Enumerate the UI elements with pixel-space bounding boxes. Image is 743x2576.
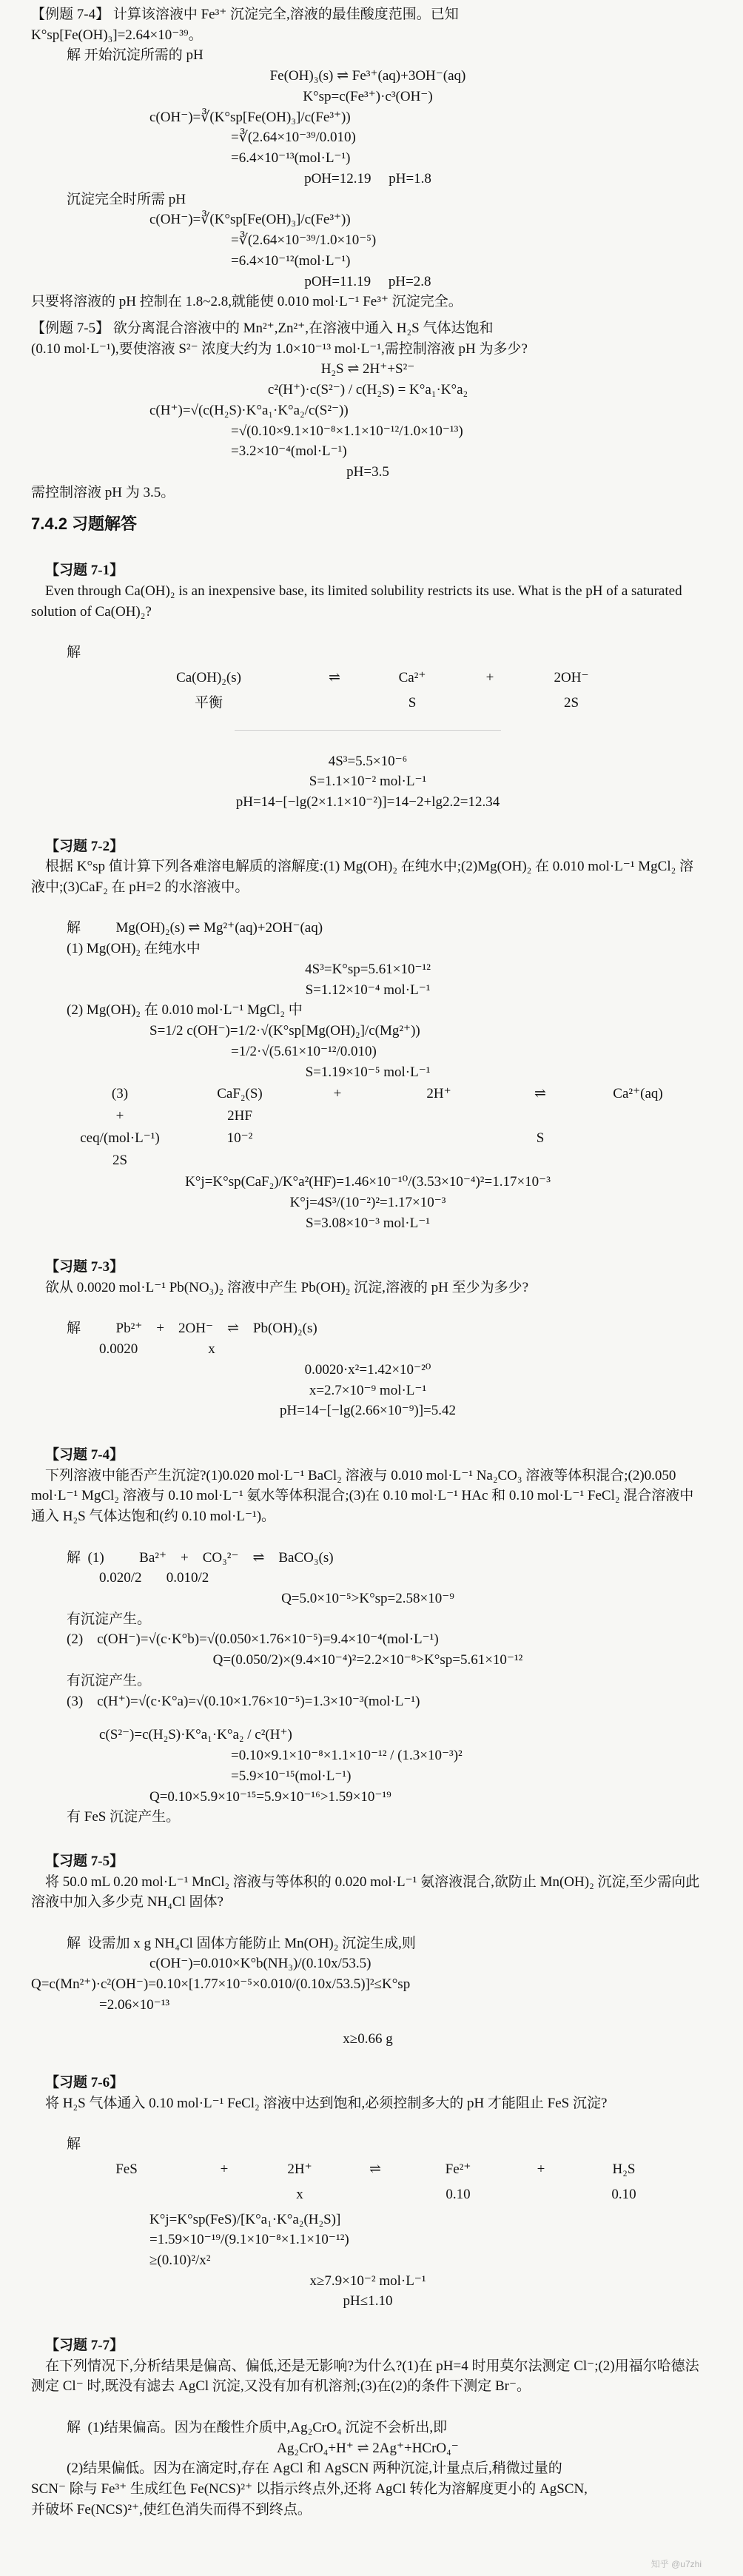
problem-7-1-text — [31, 540, 705, 643]
p74-line-4: 有沉淀产生。 — [67, 1611, 152, 1627]
fes-0: FeS — [115, 2161, 138, 2178]
p72-line-2: (1) Mg(OH)₂ 在纯水中 — [67, 941, 201, 957]
p77-line-4: SCN⁻ 除与 Fe³⁺ 生成红色 Fe(NCS)²⁺ 以指示终点外,还将 AgCl 转化为溶解度更小的 AgSCN, — [31, 2481, 588, 2498]
fe-c-oh-complete-3: =6.4×10⁻¹²(mol·L⁻¹) — [231, 252, 351, 269]
p74-line-1: 解 (1) Ba²⁺ + CO₃²⁻ ⇌ BaCO₃(s) — [67, 1549, 334, 1566]
problem-7-1-head: 【习题 7-1】 — [45, 563, 124, 579]
balance-2s: 2S — [563, 694, 579, 711]
p71-line-1: 4S³=5.5×10⁻⁶ — [328, 753, 408, 769]
fes-4: Fe²⁺ — [445, 2161, 471, 2178]
fe-ksp-expression: K°sp=c(Fe³⁺)·c³(OH⁻) — [303, 88, 433, 104]
p76-line-3: =1.59×10⁻¹⁹/(9.1×10⁻⁸×1.1×10⁻¹²) — [149, 2232, 349, 2248]
fes-bal-2: x — [296, 2186, 303, 2202]
problem-7-1-question: Even through Ca(OH)₂ is an inexpensive base, its limited solubility restricts its use. What is the pH of a saturated solution of Ca(OH)₂? — [31, 583, 686, 620]
caf2-row1-4: ⇌ — [534, 1086, 546, 1102]
ph-result-example-5: pH=3.5 — [346, 464, 389, 480]
p73-line-5: pH=14−[−lg(2.66×10⁻⁹)]=5.42 — [279, 1403, 457, 1419]
complete-precipitation-label: 沉淀完全时所需 pH — [67, 191, 186, 207]
caoh2-species: Ca(OH)₂(s) — [176, 670, 241, 686]
p74-line-7: 有沉淀产生。 — [67, 1672, 152, 1688]
fes-reaction-row — [31, 2159, 705, 2180]
caf2-line-1: K°j=K°sp(CaF₂)/K°a²(HF)=1.46×10⁻¹⁰/(3.53×10⁻⁴)²=1.17×10⁻³ — [185, 1174, 551, 1190]
p71-line-3: pH=14−[−lg(2×1.1×10⁻²)]=14−2+lg2.2=12.34 — [235, 794, 500, 811]
problem-7-3-head: 【习题 7-3】 — [45, 1259, 124, 1275]
fe-c-oh-complete-2: =∛(2.64×10⁻³⁹/1.0×10⁻⁵) — [231, 232, 377, 249]
problem-7-7-question: 在下列情况下,分析结果是偏高、偏低,还是无影响?为什么?(1)在 pH=4 时用莫尔法测定 Cl⁻;(2)用福尔哈德法测定 Cl⁻ 时,既没有滤去 AgCl 沉淀,又没有加有机溶剂;(3)在(2)的条件下测定 Br⁻。 — [31, 2358, 699, 2395]
problem-7-4-question: 下列溶液中能否产生沉淀?(1)0.020 mol·L⁻¹ BaCl₂ 溶液与 0.010 mol·L⁻¹ Na₂CO₃ 溶液等体积混合;(2)0.050 mol·L⁻¹ MgCl₂ 溶液与 0.10 mol·L⁻¹ 氨水等体积混合;(3)在 0.10 mol·L⁻¹ HAc 和 0.10 mol·L⁻¹ FeCl₂ 混合溶液中通入 H₂S 气体达饱和(约 0.10 mol·L⁻¹)。 — [31, 1467, 694, 1525]
p72-line-7: =1/2·√(5.61×10⁻¹²/0.010) — [231, 1043, 377, 1059]
example-5-title: 【例题 7-5】 欲分离混合溶液中的 Mn²⁺,Zn²⁺,在溶液中通入 H₂S 气体达饱和 — [31, 321, 494, 337]
caf2-row1-6: + — [115, 1108, 124, 1124]
ca-ion: Ca²⁺ — [398, 670, 426, 686]
problem-7-2-head: 【习题 7-2】 — [45, 838, 124, 854]
caf2-row1-7: 2HF — [227, 1108, 252, 1124]
caf2-row2-0: ceq/(mol·L⁻¹) — [80, 1130, 160, 1146]
p77-line-1: 解 (1)结果偏高。因为在酸性介质中,Ag₂CrO₄ 沉淀不会析出,即 — [67, 2419, 448, 2435]
problem-7-1-solution: 解 — [67, 645, 81, 661]
p76-line-4: ≥(0.10)²/x² — [149, 2253, 211, 2269]
p74-line-6: Q=(0.050/2)×(9.4×10⁻⁴)²=2.2×10⁻⁸>K°sp=5.61×10⁻¹² — [212, 1652, 523, 1668]
fe-c-oh-1: c(OH⁻)=∛(K°sp[Fe(OH)₃]/c(Fe³⁺)) — [149, 109, 351, 125]
problem-7-4-text — [31, 1424, 705, 1547]
h-concentration-2: =√(0.10×9.1×10⁻⁸×1.1×10⁻¹²/1.0×10⁻¹³) — [231, 423, 463, 439]
p76-line-5: x≥7.9×10⁻² mol·L⁻¹ — [309, 2273, 426, 2289]
p72-line-6: S=1/2 c(OH⁻)=1/2·√(K°sp[Mg(OH)₂]/c(Mg²⁺)) — [149, 1023, 420, 1039]
reaction-arrow: ⇌ — [329, 670, 340, 686]
problem-7-5-question: 将 50.0 mL 0.20 mol·L⁻¹ MnCl₂ 溶液与等体积的 0.020 mol·L⁻¹ 氨溶液混合,欲防止 Mn(OH)₂ 沉淀,至少需向此溶液中加入多少克 NH₄Cl 固体? — [31, 1874, 700, 1911]
p72-line-3: 4S³=K°sp=5.61×10⁻¹² — [305, 961, 431, 977]
p77-line-5: 并破坏 Fe(NCS)²⁺,使红色消失而得不到终点。 — [31, 2501, 312, 2518]
p72-line-5: (2) Mg(OH)₂ 在 0.010 mol·L⁻¹ MgCl₂ 中 — [67, 1002, 303, 1019]
example-5-question: (0.10 mol·L⁻¹),要使溶液 S²⁻ 浓度大约为 1.0×10⁻¹³ mol·L⁻¹,需控制溶液 pH 为多少? — [31, 341, 528, 357]
p77-line-3: (2)结果偏低。因为在滴定时,存在 AgCl 和 AgSCN 两种沉淀,计量点后,稍微过量的 — [67, 2461, 562, 2477]
caf2-row2-4: S — [536, 1130, 545, 1146]
p73-line-3: 0.0020·x²=1.42×10⁻²⁰ — [304, 1361, 431, 1378]
problem-7-5-head: 【习题 7-5】 — [45, 1853, 124, 1869]
caf2-row1-5: Ca²⁺(aq) — [613, 1086, 663, 1102]
problem-7-2-text — [31, 816, 705, 919]
p71-line-2: S=1.1×10⁻² mol·L⁻¹ — [309, 774, 427, 790]
fes-balance-row — [31, 2184, 705, 2205]
p74-line-10: =0.10×9.1×10⁻⁸×1.1×10⁻¹² / (1.3×10⁻³)² — [231, 1748, 463, 1764]
fe-poh-ph-2: pOH=11.19 pH=2.8 — [304, 273, 431, 289]
problem-7-3-question: 欲从 0.0020 mol·L⁻¹ Pb(NO₃)₂ 溶液中产生 Pb(OH)₂ 沉淀,溶液的 pH 至少为多少? — [45, 1279, 529, 1295]
caf2-row2-5 — [594, 1128, 682, 1149]
problem-7-7-head: 【习题 7-7】 — [45, 2337, 124, 2353]
caf2-row2-2 — [293, 1128, 382, 1149]
p72-line-8: S=1.19×10⁻⁵ mol·L⁻¹ — [305, 1064, 431, 1080]
p76-line-2: K°j=K°sp(FeS)/[K°a₁·K°a₂(H₂S)] — [149, 2211, 341, 2227]
p74-line-11: =5.9×10⁻¹⁵(mol·L⁻¹) — [231, 1768, 352, 1784]
watermark-text: 知乎 @u7zhi — [650, 2559, 702, 2570]
caf2-row2-1: 10⁻² — [226, 1130, 253, 1146]
balance-label: 平衡 — [194, 694, 223, 711]
balance-s: S — [408, 694, 417, 711]
fes-3: ⇌ — [369, 2161, 381, 2178]
caf2-row2-3 — [391, 1128, 487, 1149]
p76-line-1: 解 — [67, 2136, 81, 2153]
caf2-line-3: S=3.08×10⁻³ mol·L⁻¹ — [306, 1215, 430, 1231]
problem-7-6-head: 【习题 7-6】 — [45, 2075, 124, 2091]
fe-c-oh-2: =∛(2.64×10⁻³⁹/0.010) — [231, 130, 356, 146]
caf2-reaction-row — [31, 1084, 705, 1104]
solution-start-label: 解 开始沉淀所需的 pH — [67, 47, 204, 64]
caf2-row1-2: + — [333, 1086, 342, 1102]
h2s-equilibrium: H₂S ⇌ 2H⁺+S²⁻ — [320, 361, 415, 378]
caf2-row1-0: (3) — [111, 1086, 129, 1102]
p74-line-5: (2) c(OH⁻)=√(c·K°b)=√(0.050×1.76×10⁻⁵)=9.4×10⁻⁴(mol·L⁻¹) — [67, 1631, 439, 1648]
p72-line-4: S=1.12×10⁻⁴ mol·L⁻¹ — [305, 982, 431, 998]
divider-line — [235, 730, 501, 731]
p74-line-8: (3) c(H⁺)=√(c·K°a)=√(0.10×1.76×10⁻⁵)=1.3×10⁻³(mol·L⁻¹) — [67, 1693, 420, 1709]
caf2-balance-row — [31, 1128, 705, 1149]
caf2-row1-3: 2H⁺ — [426, 1086, 451, 1102]
fes-1: + — [220, 2161, 229, 2178]
problem-7-5-text — [31, 1831, 705, 1933]
section-title: 7.4.2 习题解答 — [31, 514, 138, 533]
problem-7-6-question: 将 H₂S 气体通入 0.10 mol·L⁻¹ FeCl₂ 溶液中达到饱和,必须控制多大的 pH 才能阻止 FeS 沉淀? — [45, 2095, 608, 2111]
problem-7-4-head: 【习题 7-4】 — [45, 1446, 124, 1463]
p74-line-9: c(S²⁻)=c(H₂S)·K°a₁·K°a₂ / c²(H⁺) — [99, 1727, 292, 1743]
fe-conclusion: 只要将溶液的 pH 控制在 1.8~2.8,就能使 0.010 mol·L⁻¹ Fe³⁺ 沉淀完全。 — [31, 294, 463, 310]
h-concentration-3: =3.2×10⁻⁴(mol·L⁻¹) — [231, 443, 347, 460]
fes-2: 2H⁺ — [287, 2161, 312, 2178]
problem-7-2-question: 根据 K°sp 值计算下列各难溶电解质的溶解度:(1) Mg(OH)₂ 在纯水中;(2)Mg(OH)₂ 在 0.010 mol·L⁻¹ MgCl₂ 溶液中;(3)CaF₂ 在 pH=2 的水溶液中。 — [31, 859, 693, 896]
p74-line-12: Q=0.10×5.9×10⁻¹⁵=5.9×10⁻¹⁶>1.59×10⁻¹⁹ — [149, 1788, 391, 1805]
caf2-reaction-row-2 — [31, 1106, 705, 1127]
p74-line-2: 0.020/2 0.010/2 — [99, 1570, 209, 1586]
ksp-fe-oh3: K°sp[Fe(OH)₃]=2.64×10⁻³⁹。 — [31, 27, 203, 43]
p73-line-2: 0.0020 x — [99, 1341, 215, 1358]
p72-line-1: 解 Mg(OH)₂(s) ⇌ Mg²⁺(aq)+2OH⁻(aq) — [67, 920, 323, 936]
caoh2-balance-row — [31, 693, 705, 714]
oh-ion: 2OH⁻ — [554, 670, 589, 686]
p74-line-13: 有 FeS 沉淀产生。 — [67, 1809, 181, 1825]
problem-7-3-text — [31, 1237, 705, 1319]
p73-line-1: 解 Pb²⁺ + 2OH⁻ ⇌ Pb(OH)₂(s) — [67, 1321, 317, 1337]
fe-c-oh-complete-1: c(OH⁻)=∛(K°sp[Fe(OH)₃]/c(Fe³⁺)) — [149, 212, 351, 228]
fe-oh3-equilibrium: Fe(OH)₃(s) ⇌ Fe³⁺(aq)+3OH⁻(aq) — [269, 68, 466, 84]
caf2-row1-1: CaF₂(S) — [217, 1086, 263, 1102]
fes-5: + — [537, 2161, 545, 2178]
caf2-line-2: K°j=4S³/(10⁻²)²=1.17×10⁻³ — [289, 1195, 446, 1211]
fes-bal-6: 0.10 — [611, 2186, 636, 2202]
p75-line-2: c(OH⁻)=0.010×K°b(NH₃)/(0.10x/53.5) — [149, 1956, 372, 1972]
p74-line-3: Q=5.0×10⁻⁵>K°sp=2.58×10⁻⁹ — [281, 1590, 454, 1606]
problem-7-7-text — [31, 2315, 705, 2418]
fes-6: H₂S — [612, 2161, 636, 2178]
caf2-balance-row-2 — [31, 1150, 705, 1171]
fe-poh-ph-1: pOH=12.19 pH=1.8 — [304, 170, 431, 187]
plus-sign: + — [485, 670, 494, 686]
p75-line-5: x≥0.66 g — [343, 2030, 393, 2047]
example-5-conclusion: 需控制溶液 pH 为 3.5。 — [31, 484, 175, 500]
caoh2-reaction-row — [31, 668, 705, 688]
p73-line-4: x=2.7×10⁻⁹ mol·L⁻¹ — [309, 1382, 427, 1398]
p76-line-6: pH≤1.10 — [343, 2293, 393, 2310]
p77-line-2: Ag₂CrO₄+H⁺ ⇌ 2Ag⁺+HCrO₄⁻ — [277, 2440, 459, 2456]
fes-bal-4: 0.10 — [446, 2186, 471, 2202]
p75-line-1: 解 设需加 x g NH₄Cl 固体方能防止 Mn(OH)₂ 沉淀生成,则 — [67, 1935, 416, 1951]
example-4-title: 【例题 7-4】 计算该溶液中 Fe³⁺ 沉淀完全,溶液的最佳酸度范围。已知 — [31, 7, 459, 22]
problem-7-6-text — [31, 2052, 705, 2134]
fe-c-oh-3: =6.4×10⁻¹³(mol·L⁻¹) — [231, 150, 351, 167]
h2s-constant: c²(H⁺)·c(S²⁻) / c(H₂S) = K°a₁·K°a₂ — [267, 382, 468, 398]
p75-line-3: Q=c(Mn²⁺)·c²(OH⁻)=0.10×[1.77×10⁻⁵×0.010/(0.10x/53.5)]²≤K°sp — [31, 1976, 411, 1993]
p75-line-4: =2.06×10⁻¹³ — [99, 1996, 170, 2013]
caf2-row2-6: 2S — [112, 1152, 128, 1168]
h-concentration-1: c(H⁺)=√(c(H₂S)·K°a₁·K°a₂/c(S²⁻)) — [149, 402, 349, 418]
